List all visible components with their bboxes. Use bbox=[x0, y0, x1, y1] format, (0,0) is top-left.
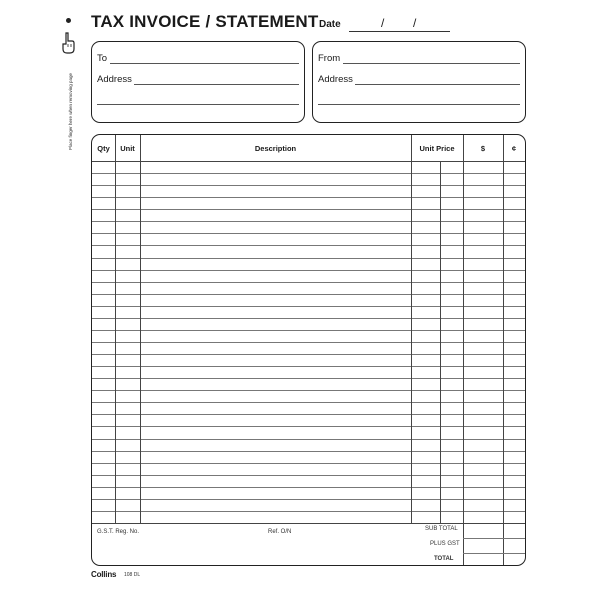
table-row[interactable] bbox=[92, 173, 525, 174]
date-label: Date bbox=[319, 19, 341, 30]
to-address-field[interactable] bbox=[134, 84, 299, 85]
table-row[interactable] bbox=[92, 487, 525, 488]
table-row[interactable] bbox=[92, 185, 525, 186]
pointing-finger-icon bbox=[60, 32, 76, 54]
col-header-cents: ¢ bbox=[511, 144, 517, 153]
to-field[interactable] bbox=[110, 63, 299, 64]
date-field[interactable] bbox=[349, 31, 450, 32]
date-separator: / bbox=[413, 16, 417, 30]
footer-divider bbox=[92, 523, 525, 524]
to-label: To bbox=[97, 53, 108, 64]
ref-on-label: Ref. O/N bbox=[268, 529, 292, 535]
table-row[interactable] bbox=[92, 402, 525, 403]
table-row[interactable] bbox=[92, 378, 525, 379]
table-row[interactable] bbox=[92, 499, 525, 500]
gst-divider bbox=[463, 553, 525, 554]
brand-logo: Collins bbox=[91, 570, 117, 579]
table-row[interactable] bbox=[92, 258, 525, 259]
binding-hole-dot bbox=[66, 18, 71, 23]
table-row[interactable] bbox=[92, 245, 525, 246]
sub-total-label: SUB TOTAL bbox=[425, 526, 458, 532]
from-field[interactable] bbox=[343, 63, 520, 64]
total-label: TOTAL bbox=[434, 556, 454, 562]
table-row[interactable] bbox=[92, 318, 525, 319]
table-row[interactable] bbox=[92, 426, 525, 427]
to-address-box bbox=[91, 41, 305, 123]
table-row[interactable] bbox=[92, 282, 525, 283]
table-row[interactable] bbox=[92, 511, 525, 512]
table-row[interactable] bbox=[92, 475, 525, 476]
table-row[interactable] bbox=[92, 270, 525, 271]
table-row[interactable] bbox=[92, 161, 525, 162]
date-separator: / bbox=[381, 16, 385, 30]
table-row[interactable] bbox=[92, 306, 525, 307]
table-row[interactable] bbox=[92, 390, 525, 391]
col-header-qty: Qty bbox=[97, 144, 110, 153]
side-note: Place finger here when removing page bbox=[68, 72, 73, 150]
table-row[interactable] bbox=[92, 451, 525, 452]
gst-reg-label: G.S.T. Reg. No. bbox=[97, 529, 140, 535]
table-row[interactable] bbox=[92, 366, 525, 367]
table-row[interactable] bbox=[92, 439, 525, 440]
table-row[interactable] bbox=[92, 209, 525, 210]
table-row[interactable] bbox=[92, 342, 525, 343]
to-address-field-line-2[interactable] bbox=[97, 104, 299, 105]
column-divider bbox=[440, 161, 441, 523]
table-row[interactable] bbox=[92, 221, 525, 222]
table-row[interactable] bbox=[92, 354, 525, 355]
column-divider bbox=[503, 135, 504, 566]
column-divider bbox=[115, 135, 116, 523]
column-divider bbox=[411, 135, 412, 523]
column-divider bbox=[140, 135, 141, 523]
table-row[interactable] bbox=[92, 197, 525, 198]
items-table bbox=[91, 134, 526, 566]
column-divider bbox=[463, 135, 464, 566]
table-row[interactable] bbox=[92, 414, 525, 415]
table-row[interactable] bbox=[92, 294, 525, 295]
from-address-box bbox=[312, 41, 526, 123]
subtotal-divider bbox=[463, 538, 525, 539]
product-code: 108 DL bbox=[124, 572, 141, 578]
col-header-unit: Unit bbox=[120, 144, 135, 153]
col-header-dollars: $ bbox=[480, 144, 486, 153]
to-address-label: Address bbox=[97, 74, 132, 85]
table-row[interactable] bbox=[92, 330, 525, 331]
table-row[interactable] bbox=[92, 463, 525, 464]
table-row[interactable] bbox=[92, 233, 525, 234]
from-address-label: Address bbox=[318, 74, 353, 85]
col-header-description: Description bbox=[254, 144, 297, 153]
plus-gst-label: PLUS GST bbox=[430, 541, 460, 547]
page-title: TAX INVOICE / STATEMENT bbox=[91, 12, 319, 31]
from-address-field-line-2[interactable] bbox=[318, 104, 520, 105]
from-label: From bbox=[318, 53, 341, 64]
col-header-unit-price: Unit Price bbox=[419, 144, 455, 153]
from-address-field[interactable] bbox=[355, 84, 520, 85]
